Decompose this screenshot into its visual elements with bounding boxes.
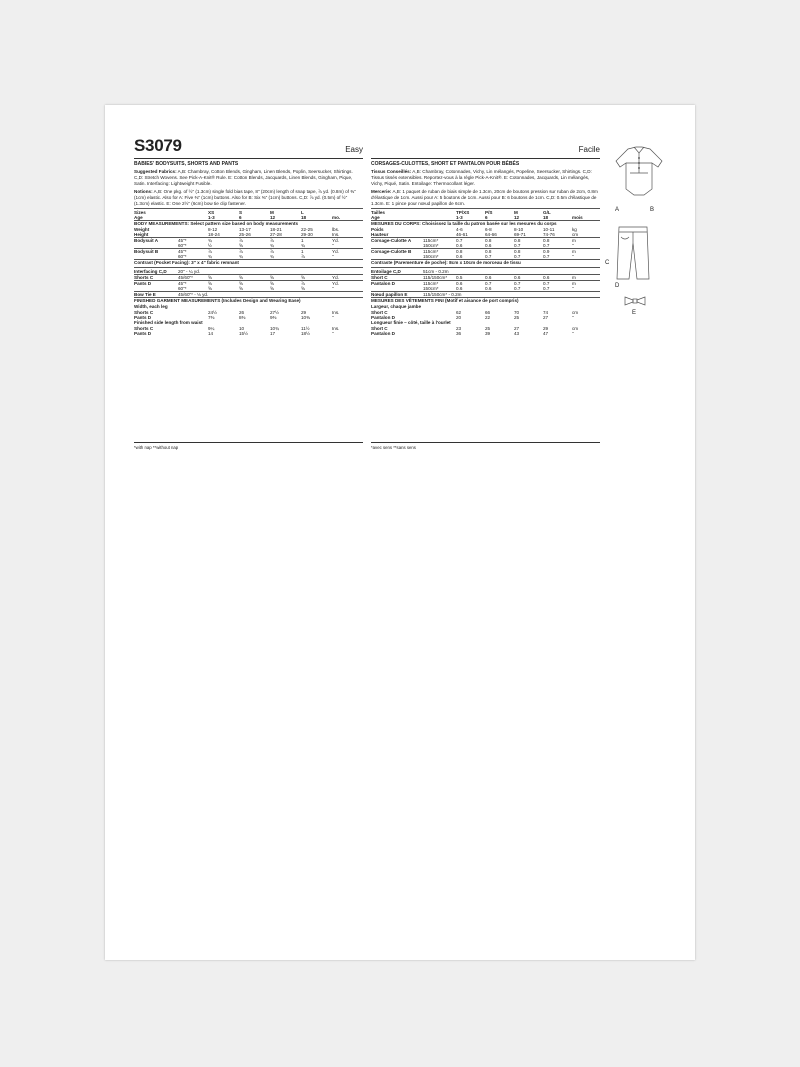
width-each-leg-label-fr: Largeur, chaque jambe [371,304,422,309]
table-cell: Yd. [332,275,363,281]
table-cell: " [572,315,574,320]
table-cell: 45"* [178,281,187,286]
view-label-a: A [615,207,620,213]
finished-measurements-heading-fr: MESURES DES VÊTEMENTS FINI (Motif et aisance de port compris) [371,298,519,303]
table-cell: 10 [239,326,245,331]
table-cell: 18-24 [208,232,239,238]
difficulty-level: Easy [345,145,363,154]
table-cell: Ins. [332,232,363,238]
table-cell: 20" - ¼ yd. [178,269,363,275]
table-cell: Yd. [332,281,339,286]
table-cell: ¾ [270,254,301,260]
table-cell: m [572,238,576,243]
table-cell: 0.5 [456,275,485,281]
table-cell: 15½ [239,331,248,336]
table-cell: 0.7 [543,254,572,260]
table-cell: 6 [485,215,514,221]
table-cell: 23 [456,326,462,331]
row-label: Interfacing C,D [134,269,178,275]
view-label-b: B [650,207,655,213]
table-cell: 11½ [301,326,310,331]
table-cell: 0.6 [456,254,485,260]
table-cell: 12 [270,215,301,221]
english-column [134,136,363,336]
row-label: Shorts C [134,326,154,331]
table-cell: L [301,210,304,215]
table-row [371,269,600,275]
table-cell: 8⅜ [239,315,246,320]
table-cell: 0.7 [485,281,492,286]
table-cell: 0.7 [456,238,463,243]
body-measurements-table [134,227,363,260]
table-cell: " [332,331,334,336]
table-cell: P/S [485,210,493,215]
table-cell: Ins. [332,326,340,331]
table-cell: ⅞ [301,281,305,286]
table-cell: 24½ [208,310,217,315]
row-label: Shorts C [134,310,154,315]
table-cell: ⅞ [270,238,274,243]
table-row [134,269,363,275]
table-cell: 0.6 [456,286,485,292]
table-cell: 0.7 [514,254,543,260]
table-cell: kg [572,227,577,232]
table-cell: m [572,275,600,281]
table-cell: 8-10 [514,227,524,232]
table-cell: " [332,254,363,260]
table-cell: ⅝ [270,286,301,292]
table-cell: 1-3 [456,215,485,221]
row-label: Height [134,232,178,238]
row-label: Hauteur [371,232,423,238]
row-label: Pants D [134,315,152,320]
suggested-fabrics-fr: Tissus Conseillés: A,B: Chambray, Cotonnades, Vichy, Lin mélangés, Popeline, Seersucker, Shirtings. C,D: Tissus tissés extensibles. Reportez-vous à la règle Pick-A-Knit®. E: Cotonnades, Jacquards, Lin mélangés, Vichy, Piqué, Satin. Entoilage: Thermocollant léger. [371,169,592,186]
table-cell: 0.7 [514,281,521,286]
table-cell: 26 [239,310,245,315]
table-row [371,215,600,221]
table-cell: 0.6 [485,286,514,292]
table-cell: ⅝ [239,281,243,286]
table-cell: 25 [485,326,491,331]
table-cell: ⅞ [239,249,243,254]
table-cell: 0.8 [514,238,521,243]
table-cell: XS [208,210,215,215]
table-cell: m [572,249,576,254]
table-row [371,286,600,292]
table-cell: cm [572,310,579,315]
table-cell: ⅝ [208,275,239,281]
table-cell: 18½ [301,331,310,336]
sizes-table [134,210,363,221]
view-label-d: D [615,283,620,289]
row-label: Bodysuit A [134,238,159,243]
table-cell: " [332,315,334,320]
table-cell: ¾ [208,238,212,243]
width-each-leg-label: Width, each leg [134,304,168,309]
table-row [134,254,363,260]
table-cell: ½ [208,243,239,249]
contrast-note-fr: Contraste (Parementure de poche): 8cm x 10cm de morceau de tissu [371,260,521,265]
table-cell: 45"* [178,238,187,243]
table-cell: ⅝ [239,275,270,281]
table-cell: " [332,286,363,292]
table-cell: M [270,210,274,215]
table-cell: M [514,210,518,215]
header-row-fr [371,142,600,159]
table-cell: 150cm* [423,254,456,260]
table-cell: 115cm* [423,238,439,243]
table-cell: 0.8 [485,249,492,254]
table-cell: ¾ [239,254,270,260]
table-cell: ⅝ [301,275,332,281]
table-cell: 150cm* [423,243,456,249]
table-cell [178,331,208,336]
table-cell: ⅝ [208,281,212,286]
table-cell: 43 [514,331,520,336]
table-cell: 0.8 [543,238,550,243]
table-cell: 0.8 [456,249,463,254]
table-cell: 0.6 [485,275,514,281]
row-label: Entoilage C,D [371,269,423,275]
table-cell: ⅝ [301,286,332,292]
table-cell: 27 [514,326,520,331]
table-cell: 74 [543,310,549,315]
table-cell: 29 [301,310,307,315]
row-label: Age [134,215,178,221]
body-measurements-heading: BODY MEASUREMENTS: Select pattern size based on body measurements [134,221,299,226]
row-label: Tailles [371,210,385,215]
table-cell: " [572,243,600,249]
row-label: Pantalon D [371,315,395,320]
table-cell: 8-12 [208,227,218,232]
table-cell: ⅝ [239,286,270,292]
table-cell: 9⅜ [270,315,277,320]
table-cell: " [332,243,363,249]
garment-title-fr: CORSAGES-CULOTTES, SHORT ET PANTALON POUR BÉBÉS [371,161,520,167]
table-cell: cm [572,232,600,238]
row-label: Nœud papillon E [371,292,423,298]
table-cell: 66 [485,310,491,315]
row-label [371,254,423,260]
footnote-fr: *avec sens **sans sens [371,442,600,450]
table-cell: 27½ [270,310,279,315]
row-label: Bodysuit B [134,249,159,254]
table-row [371,331,600,336]
table-cell: ⅞ [270,249,274,254]
table-cell: 0.6 [543,275,572,281]
table-cell: 18 [543,215,572,221]
table-cell: " [572,331,574,336]
table-cell: ⅝ [208,286,239,292]
table-cell: 9¼ [208,326,215,331]
notions: Notions: A,B: One pkg. of ½" (1.3cm) single fold bias tape, 8" (20cm) length of snap tape, ⅞ yd. (0.8m) of ⅜" (1cm) elastic. Also for A: Five ⅜" (1cm) buttons. Also for B: Six ⅜" (1cm) buttons. C,D: ⅞ yd. (0.5m) of ½" (1.3cm) elastic. E: One 2½" (6cm) bow tie clip fastener. [134,189,356,206]
yardage-table [134,275,363,292]
table-cell: 20 [456,315,462,320]
table-cell: 60"* [178,286,208,292]
table-cell: 0.8 [514,249,521,254]
table-row [371,254,600,260]
row-label: Short C [371,310,388,315]
row-label: Sizes [134,210,146,215]
table-cell: 0.6 [485,243,514,249]
table-cell: 62 [456,310,462,315]
table-cell: Yd. [332,249,339,254]
row-label: Pantalon D [371,281,395,286]
table-cell: S [239,210,243,215]
table-cell: 29 [543,326,549,331]
finished-measurements-heading: FINISHED GARMENT MEASUREMENTS (Includes Design and Wearing Ease) [134,298,301,303]
table-cell: cm [572,326,579,331]
table-cell: Yd. [332,238,339,243]
table-cell: 64-66 [485,232,514,238]
row-label: Short C [371,275,423,281]
table-cell: ⅝ [270,281,274,286]
table-cell: 14 [208,331,214,336]
footnote: *with nap **without nap [134,442,363,450]
finished-width-table-fr [371,310,600,320]
row-label: Bow Tie E [134,292,178,298]
table-cell: 0.7 [543,243,572,249]
table-cell: 22 [485,315,491,320]
row-label [134,254,178,260]
row-label: Shorts C [134,275,178,281]
table-cell: 0.8 [485,238,492,243]
table-cell: ⅞ [301,254,332,260]
table-cell: 6 [239,215,270,221]
row-label: Corsage-Culotte B [371,249,412,254]
difficulty-level-fr: Facile [578,145,600,154]
table-cell: mo. [332,215,363,221]
table-cell: 115/150cm* [423,275,456,281]
bow-tie-sketch [623,295,647,307]
view-label-e: E [632,310,637,316]
table-row [371,292,600,298]
body-measurements-heading-fr: MESURES DU CORPS: Choisissez la taille du patron basée sur les mesures du corps [371,221,557,226]
table-cell: 0.6 [456,281,463,286]
table-row [134,331,363,336]
table-cell: 27 [543,315,549,320]
table-cell: mois [572,215,600,221]
table-cell: 29-30 [301,232,332,238]
table-cell: 17 [270,331,276,336]
table-cell: ⅞ [208,249,212,254]
row-label [371,286,423,292]
table-cell: m [572,281,576,286]
table-cell: 45"* [178,249,187,254]
table-cell: 13-17 [239,227,251,232]
table-cell [423,331,456,336]
garment-title: BABIES' BODYSUITS, SHORTS AND PANTS [134,161,239,167]
row-label: Weight [134,227,150,232]
table-cell: 7⅜ [208,315,215,320]
table-cell: 115/150cm* - 0.2m [423,292,600,298]
table-cell: 60"* [178,243,208,249]
table-cell: 12 [514,215,543,221]
row-label: Poids [371,227,384,232]
table-cell: TP/XS [456,210,470,215]
contrast-note: Contrast (Pocket Facing): 3" x 4" fabric remnant [134,260,239,265]
yardage-table-fr [371,275,600,292]
table-cell: 0.7 [485,254,514,260]
table-cell: " [572,254,600,260]
table-cell: 25-26 [239,232,270,238]
row-label: Age [371,215,423,221]
table-cell: 45/60"* [178,275,208,281]
table-cell: ¾ [208,254,239,260]
table-cell: 0.6 [514,275,543,281]
table-cell: 60"* [178,254,208,260]
table-cell: 69-71 [514,232,543,238]
row-label: Corsage-Culotte A [371,238,412,243]
table-cell: ⅝ [239,243,270,249]
table-cell: 115cm* [423,249,439,254]
row-label: Pants D [134,281,152,286]
table-cell: G/L [543,210,551,215]
table-cell: 10¾ [270,326,279,331]
table-cell: 0.7 [514,243,543,249]
french-column [371,142,600,336]
pants-sketch [613,223,653,283]
table-cell: 1-3 [208,215,239,221]
finished-length-table [134,326,363,336]
table-cell: 27-28 [270,232,301,238]
table-cell: " [572,286,600,292]
table-cell: ¾ [270,243,301,249]
table-cell: 36 [456,331,462,336]
row-label: Pants D [134,331,152,336]
table-cell: 18-21 [270,227,282,232]
table-row [134,215,363,221]
sizes-table-fr [371,210,600,221]
body-measurements-table-fr [371,227,600,260]
table-cell: 74-76 [543,232,572,238]
table-cell: ⅞ [239,238,243,243]
table-cell: 150cm* [423,286,456,292]
table-cell: ⅝ [270,275,301,281]
table-cell: 25 [514,315,520,320]
finished-length-table-fr [371,326,600,336]
table-cell: 0.6 [456,243,485,249]
pattern-code: S3079 [134,136,182,155]
table-cell: 0.7 [543,286,572,292]
table-cell [423,215,456,221]
table-cell: Ins. [332,310,340,315]
table-cell: 18 [301,215,332,221]
notions-fr: Mercerie: A,B: 1 paquet de ruban de biais simple de 1.3cm, 20cm de boutons pression sur ruban de 2cm, 0.8m d'élastique de 1cm. Aussi pour A: 5 boutons de 1cm. Aussi pour B: 6 boutons de 1cm. C,D: 0.5m d'élastique de 1.3cm. E: 1 pince pour nœud papillon de 6cm. [371,189,598,206]
table-cell: 46-61 [456,232,485,238]
table-cell: 6-8 [485,227,492,232]
view-label-c: C [605,260,610,266]
table-cell: 1 [301,238,304,243]
table-cell: 51cm - 0.2m [423,269,600,275]
table-cell: lbs. [332,227,340,232]
table-cell: ¾ [301,243,332,249]
table-cell: 0.7 [543,281,550,286]
table-cell: 0.9 [543,249,550,254]
table-cell: 0.7 [514,286,543,292]
table-row [134,292,363,298]
row-label: Pantalon D [371,331,395,336]
finished-width-table [134,310,363,320]
table-cell: 45/60"* - ⅛ yd. [178,292,363,298]
bodysuit-sketch [610,143,668,205]
table-cell: 4-6 [456,227,463,232]
table-cell: 39 [485,331,491,336]
table-row [134,286,363,292]
side-length-label-fr: Longueur finie – côté, taille à l'ourlet [371,320,451,325]
table-cell: 10-11 [543,227,555,232]
table-cell: 70 [514,310,520,315]
row-label [134,286,178,292]
table-cell: 10⅜ [301,315,310,320]
pattern-back-sheet [105,105,695,960]
table-cell: 47 [543,331,549,336]
table-cell: 115cm* [423,281,439,286]
suggested-fabrics: Suggested Fabrics: A,B: Chambray, Cotton Blends, Gingham, Linen Blends, Poplin, Seersucker, Shirtings. C,D: Stretch Wovens. See Pick-A-Knit® Rule. E: Cotton Blends, Jacquards, Linen Blends, Gingham, Pique, Satin. Interfacing: Lightweight Fusible. [134,169,353,186]
table-cell: 1 [301,249,304,254]
table-cell: 22-25 [301,227,313,232]
side-length-label: Finished side length from waist [134,320,203,325]
table-cell [178,215,208,221]
header-row [134,136,363,159]
row-label: Short C [371,326,388,331]
